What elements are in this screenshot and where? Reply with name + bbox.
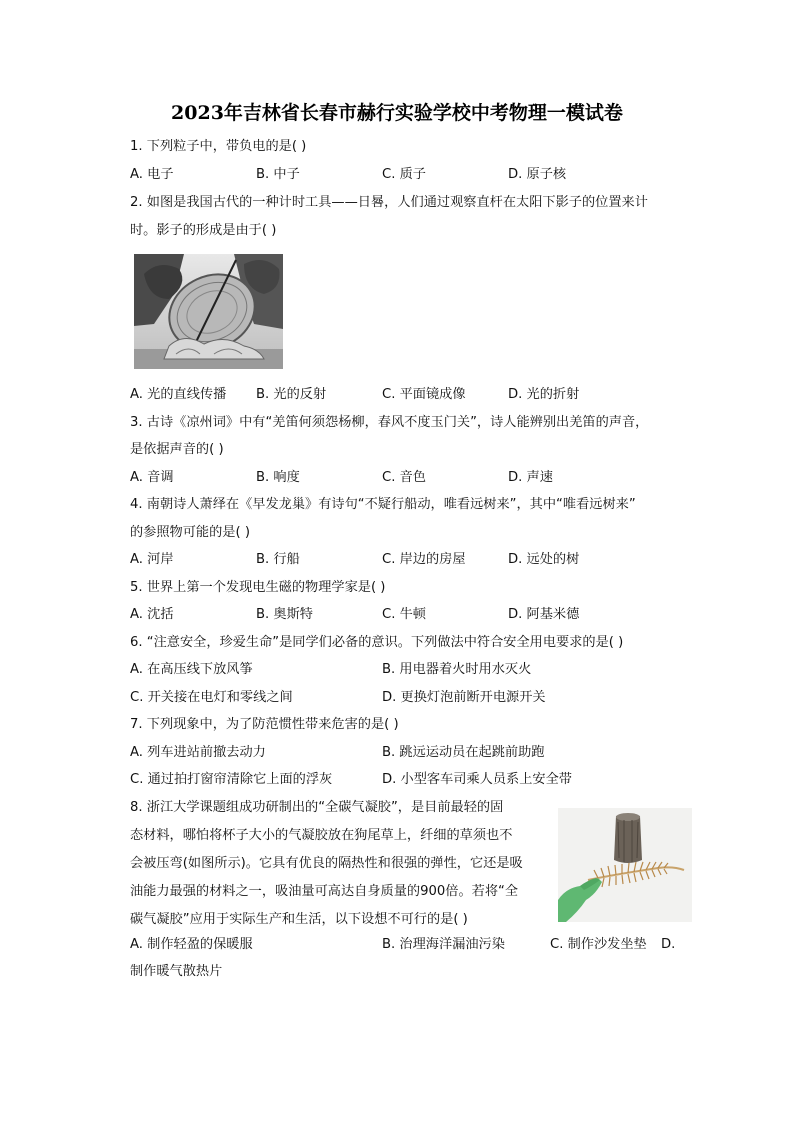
page-title: 2023年吉林省长春市赫行实验学校中考物理一模试卷 bbox=[171, 102, 623, 124]
question-4-option-a: A. 河岸 bbox=[130, 552, 174, 567]
question-6-option-b: B. 用电器着火时用水灭火 bbox=[382, 662, 532, 677]
question-8-stem bbox=[130, 794, 550, 934]
question-8-option-c: C. 制作沙发坐垫 bbox=[550, 937, 647, 952]
question-8-option-d-label: D. bbox=[661, 937, 676, 952]
question-1-option-b: B. 中子 bbox=[256, 167, 300, 182]
question-2-option-b: B. 光的反射 bbox=[256, 387, 327, 402]
question-3-option-d: D. 声速 bbox=[508, 470, 553, 485]
question-8-stem-line-3: 会被压弯(如图所示)。它具有优良的隔热性和很强的弹性，它还是吸 bbox=[130, 856, 523, 871]
question-8-stem-line-5: 碳气凝胶”应用于实际生产和生活，以下设想不可行的是( ) bbox=[130, 912, 468, 927]
question-1-option-d: D. 原子核 bbox=[508, 167, 567, 182]
question-8-stem-line-2: 态材料，哪怕将杯子大小的气凝胶放在狗尾草上，纤细的草须也不 bbox=[130, 828, 513, 843]
question-5-option-d: D. 阿基米德 bbox=[508, 607, 580, 622]
question-6-option-c: C. 开关接在电灯和零线之间 bbox=[130, 690, 293, 705]
question-3-option-a: A. 音调 bbox=[130, 470, 174, 485]
question-2-stem-line-2: 时。影子的形成是由于( ) bbox=[130, 223, 277, 238]
question-5-option-b: B. 奥斯特 bbox=[256, 607, 313, 622]
question-3-stem-line-2: 是依据声音的( ) bbox=[130, 442, 224, 457]
question-7-option-d: D. 小型客车司乘人员系上安全带 bbox=[382, 772, 572, 787]
question-7-option-c: C. 通过拍打窗帘清除它上面的浮灰 bbox=[130, 772, 333, 787]
question-7-option-b: B. 跳远运动员在起跳前助跑 bbox=[382, 745, 545, 760]
question-2-option-c: C. 平面镜成像 bbox=[382, 387, 466, 402]
question-5-stem: 5. 世界上第一个发现电生磁的物理学家是( ) bbox=[130, 580, 386, 595]
question-6-option-d: D. 更换灯泡前断开电源开关 bbox=[382, 690, 546, 705]
question-8-option-a: A. 制作轻盈的保暖服 bbox=[130, 937, 253, 952]
question-1-option-a: A. 电子 bbox=[130, 167, 174, 182]
question-8-option-b: B. 治理海洋漏油污染 bbox=[382, 937, 505, 952]
sundial-photo bbox=[134, 254, 283, 369]
question-4-option-c: C. 岸边的房屋 bbox=[382, 552, 466, 567]
question-2-stem-line-1: 2. 如图是我国古代的一种计时工具——日晷，人们通过观察直杆在太阳下影子的位置来计 bbox=[130, 195, 648, 210]
question-4-option-b: B. 行船 bbox=[256, 552, 300, 567]
question-3-stem-line-1: 3. 古诗《凉州词》中有“羌笛何须怨杨柳，春风不度玉门关”，诗人能辨别出羌笛的声音， bbox=[130, 415, 649, 430]
question-8-stem-line-1: 8. 浙江大学课题组成功研制出的“全碳气凝胶”，是目前最轻的固 bbox=[130, 800, 504, 815]
question-6-option-a: A. 在高压线下放风筝 bbox=[130, 662, 253, 677]
aerogel-photo bbox=[558, 808, 692, 922]
question-4-stem-line-2: 的参照物可能的是( ) bbox=[130, 525, 250, 540]
question-5-option-c: C. 牛顿 bbox=[382, 607, 426, 622]
question-8-stem-line-4: 油能力最强的材料之一，吸油量可高达自身质量的900倍。若将“全 bbox=[130, 884, 519, 899]
question-7-option-a: A. 列车进站前撤去动力 bbox=[130, 745, 266, 760]
question-5-option-a: A. 沈括 bbox=[130, 607, 174, 622]
question-2-option-d: D. 光的折射 bbox=[508, 387, 580, 402]
question-3-option-c: C. 音色 bbox=[382, 470, 426, 485]
question-4-option-d: D. 远处的树 bbox=[508, 552, 580, 567]
question-8-option-d-text: 制作暖气散热片 bbox=[130, 964, 223, 979]
question-1-stem: 1. 下列粒子中，带负电的是( ) bbox=[130, 139, 307, 154]
question-1-option-c: C. 质子 bbox=[382, 167, 426, 182]
question-6-stem: 6. “注意安全，珍爱生命”是同学们必备的意识。下列做法中符合安全用电要求的是( ) bbox=[130, 635, 624, 650]
question-4-stem-line-1: 4. 南朝诗人萧绎在《早发龙巢》有诗句“不疑行船动，唯看远树来”，其中“唯看远树来” bbox=[130, 497, 636, 512]
question-3-option-b: B. 响度 bbox=[256, 470, 300, 485]
question-2-option-a: A. 光的直线传播 bbox=[130, 387, 227, 402]
question-7-stem: 7. 下列现象中，为了防范惯性带来危害的是( ) bbox=[130, 717, 399, 732]
